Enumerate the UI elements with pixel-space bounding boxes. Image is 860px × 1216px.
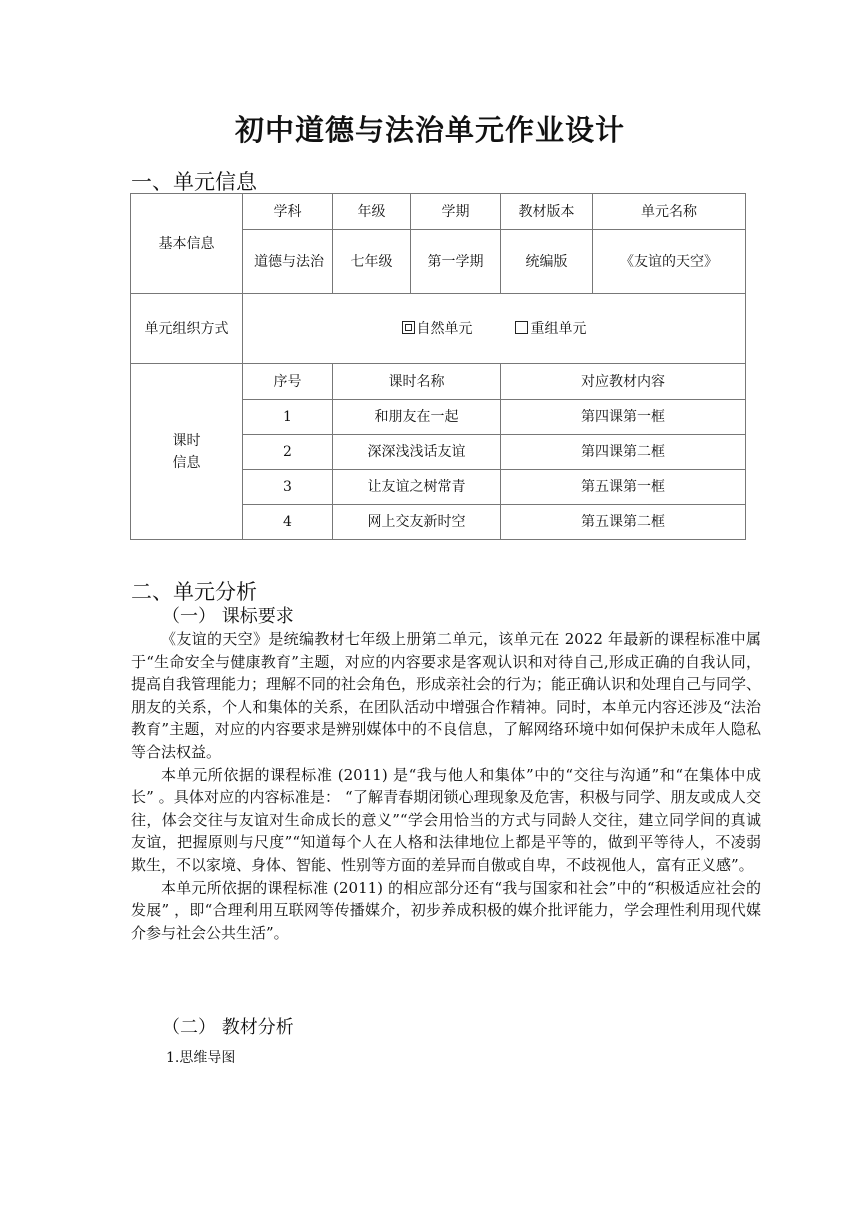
lesson-info-text: 课时信息 <box>172 432 201 471</box>
lesson-content: 第五课第一框 <box>501 470 746 505</box>
regroup-unit-option[interactable] <box>515 321 586 337</box>
value-semester: 第一学期 <box>411 230 501 294</box>
lesson-info-label <box>131 364 243 540</box>
header-subject: 学科 <box>243 194 333 230</box>
lesson-header-content: 对应教材内容 <box>501 364 746 400</box>
subheading-textbook-analysis: （二） 教材分析 <box>162 1017 294 1038</box>
header-semester: 学期 <box>411 194 501 230</box>
paragraph: 本单元所依据的课程标准 (2011) 的相应部分还有“我与国家和社会”中的“积极适应社会的发展” ，即“合理利用互联网等传播媒介，初步养成积极的媒介批评能力，学会理性利用现代媒介参与社会公共生活”。 <box>131 878 761 942</box>
regroup-unit-label: 重组单元 <box>530 320 587 337</box>
lesson-header-name: 课时名称 <box>333 364 501 400</box>
lesson-content: 第五课第二框 <box>501 505 746 540</box>
natural-unit-option[interactable] <box>402 321 477 337</box>
paragraph: 《友谊的天空》是统编教材七年级上册第二单元，该单元在 2022 年最新的课程标准中属于“生命安全与健康教育”主题，对应的内容要求是客观认识和对待自己,形成正确的自我认同，提高自我管理能力；理解不同的社会角色，形成亲社会的行为；能正确认识和处理自己与同学、朋友的关系，个人和集体的关系，在团队活动中增强合作精神。同时，本单元内容还涉及“法治教育”主题，对应的内容要求是辨别媒体中的不良信息，了解网络环境中如何保护未成年人隐私等合法权益。 <box>131 630 762 761</box>
page-title: 初中道德与法治单元作业设计 <box>234 113 625 147</box>
basic-info-label: 基本信息 <box>131 194 243 294</box>
checked-box-icon[interactable] <box>402 321 415 334</box>
curriculum-standard-text <box>131 628 761 944</box>
value-subject: 道德与法治 <box>243 230 333 294</box>
section-heading-unit-info: 一、单元信息 <box>131 170 257 194</box>
lesson-content: 第四课第二框 <box>501 435 746 470</box>
header-grade: 年级 <box>333 194 411 230</box>
header-unit-name: 单元名称 <box>593 194 746 230</box>
lesson-no: 4 <box>243 505 333 540</box>
paragraph: 本单元所依据的课程标准 (2011) 是“我与他人和集体”中的“交往与沟通”和“在集体中成长” 。具体对应的内容标准是： “了解青春期闭锁心理现象及危害，积极与同学、朋友或成人交往，体会交往与友谊对生命成长的意义”“学会用恰当的方式与同龄人交往，建立同学间的真诚友谊，把握原则与尺度”“知道每个人在人格和法律地位上都是平等的，做到平等待人，不凌弱欺生，不以家境、身体、智能、性别等方面的差异而自傲或自卑，不歧视他人，富有正义感”。 <box>131 765 761 874</box>
mind-map-item: 1.思维导图 <box>166 1050 236 1066</box>
org-method-label: 单元组织方式 <box>131 294 243 364</box>
value-unit-name: 《友谊的天空》 <box>593 230 746 294</box>
header-edition: 教材版本 <box>501 194 593 230</box>
section-heading-unit-analysis: 二、单元分析 <box>131 580 257 604</box>
lesson-name: 让友谊之树常青 <box>333 470 501 505</box>
lesson-no: 3 <box>243 470 333 505</box>
org-method-options <box>243 294 746 364</box>
natural-unit-label: 自然单元 <box>416 320 473 337</box>
unit-info-table <box>130 193 746 540</box>
value-grade: 七年级 <box>333 230 411 294</box>
unchecked-box-icon[interactable] <box>515 321 528 334</box>
lesson-no: 1 <box>243 400 333 435</box>
lesson-name: 深深浅浅话友谊 <box>333 435 501 470</box>
value-edition: 统编版 <box>501 230 593 294</box>
subheading-curriculum-standard: （一） 课标要求 <box>162 606 294 627</box>
lesson-name: 网上交友新时空 <box>333 505 501 540</box>
lesson-no: 2 <box>243 435 333 470</box>
lesson-header-no: 序号 <box>243 364 333 400</box>
lesson-name: 和朋友在一起 <box>333 400 501 435</box>
lesson-content: 第四课第一框 <box>501 400 746 435</box>
